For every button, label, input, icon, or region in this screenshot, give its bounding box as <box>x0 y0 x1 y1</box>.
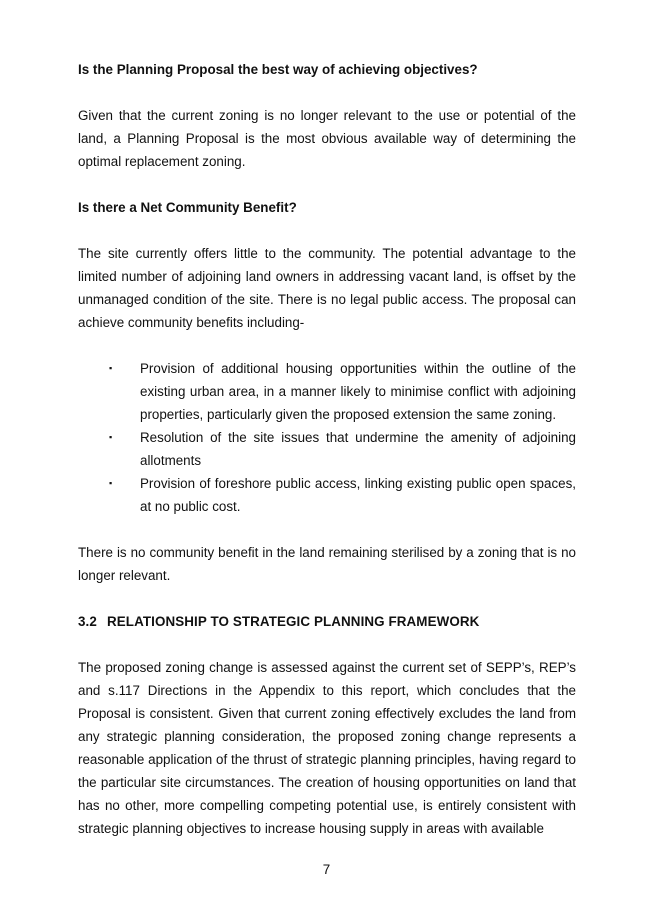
section-title: RELATIONSHIP TO STRATEGIC PLANNING FRAMEWORK <box>107 614 480 629</box>
square-bullet-icon: ▪ <box>109 432 113 442</box>
list-item <box>78 426 576 472</box>
paragraph-community-conclusion: There is no community benefit in the land remaining sterilised by a zoning that is no longer relevant. <box>78 545 576 583</box>
document-page <box>78 58 576 840</box>
paragraph-best-way: Given that the current zoning is no longer relevant to the use or potential of the land, a Planning Proposal is the most obvious available way of determining the optimal replacement zoning. <box>78 108 576 169</box>
page-number: 7 <box>322 862 331 877</box>
list-item <box>78 472 576 518</box>
list-item-text: Provision of foreshore public access, linking existing public open spaces, at no public cost. <box>140 476 576 514</box>
list-item-text: Resolution of the site issues that undermine the amenity of adjoining allotments <box>140 430 576 468</box>
square-bullet-icon: ▪ <box>109 363 113 373</box>
heading-net-community-benefit: Is there a Net Community Benefit? <box>78 200 297 215</box>
paragraph-community-intro: The site currently offers little to the community. The potential advantage to the limited number of adjoining land owners in addressing vacant land, is offset by the unmanaged condition of the site. There is no legal public access. The proposal can achieve community benefits including- <box>78 246 576 330</box>
section-number: 3.2 <box>78 614 97 629</box>
square-bullet-icon: ▪ <box>109 478 113 488</box>
list-item <box>78 357 576 426</box>
section-heading-3-2 <box>78 610 576 633</box>
heading-best-way: Is the Planning Proposal the best way of achieving objectives? <box>78 62 478 77</box>
list-item-text: Provision of additional housing opportunities within the outline of the existing urban area, in a manner likely to minimise conflict with adjoining properties, particularly given the proposed extension the same zoning. <box>140 361 576 422</box>
benefit-list <box>78 357 576 518</box>
paragraph-strategic-framework: The proposed zoning change is assessed against the current set of SEPP’s, REP’s and s.117 Directions in the Appendix to this report, which concludes that the Proposal is consistent. Given that current zoning effectively excludes the land from any strategic planning consideration, the proposed zoning change represents a reasonable application of the thrust of strategic planning principles, having regard to the particular site circumstances. The creation of housing opportunities on land that has no other, more compelling competing potential use, is entirely consistent with strategic planning objectives to increase housing supply in areas with available <box>78 660 576 836</box>
